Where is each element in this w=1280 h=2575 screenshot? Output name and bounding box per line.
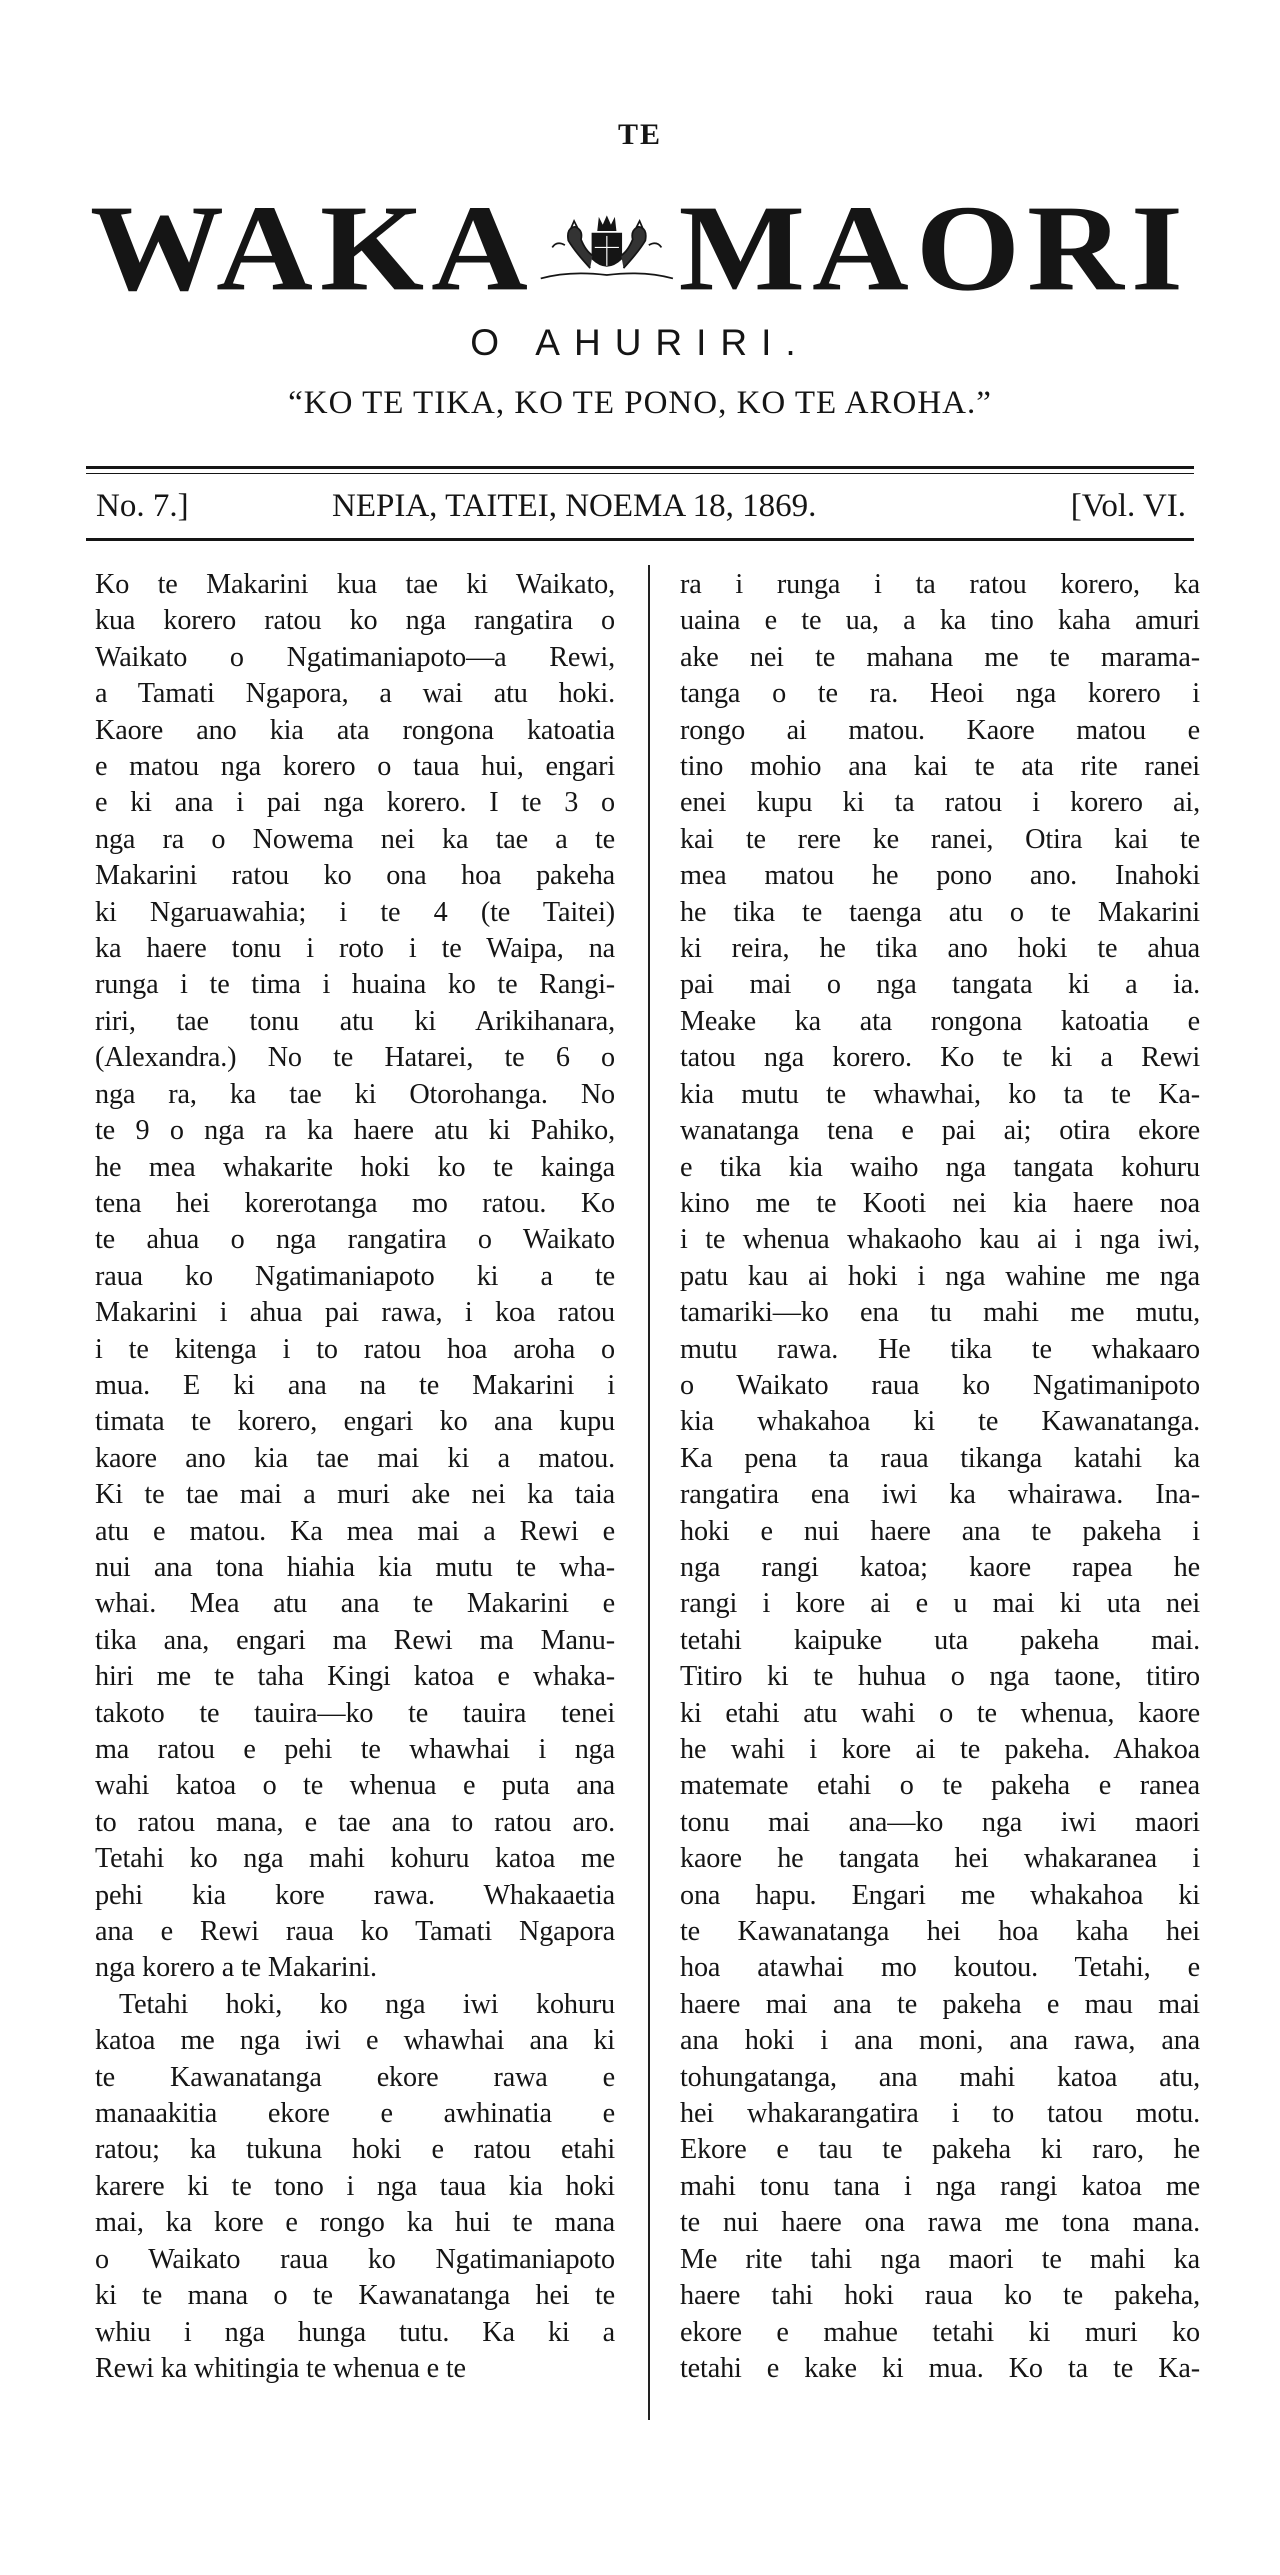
article-line: tika ana, engari ma Rewi ma Manu- xyxy=(95,1624,615,1656)
article-line: hiri me te taha Kingi katoa e whaka- xyxy=(95,1661,615,1693)
article-line: Titiro ki te huhua o nga taone, titiro xyxy=(680,1661,1200,1693)
article-line: patu kau ai hoki i nga wahine me nga xyxy=(680,1260,1200,1292)
article-line: to ratou mana, e tae ana to ratou aro. xyxy=(95,1806,615,1838)
article-line: ki Ngaruawahia; i te 4 (te Taitei) xyxy=(95,896,615,928)
article-line: Makarini ratou ko ona hoa pakeha xyxy=(95,860,615,892)
article-line: ona hapu. Engari me whakahoa ki xyxy=(680,1879,1200,1911)
article-line: karere ki te tono i nga taua kia hoki xyxy=(95,2170,615,2202)
article-line: enei kupu ki ta ratou i korero ai, xyxy=(680,787,1200,819)
header-rule-top-thin xyxy=(86,473,1194,474)
article-line: ekore e mahue tetahi ki muri ko xyxy=(680,2316,1200,2348)
article-line: hoki e nui haere ana te pakeha i xyxy=(680,1515,1200,1547)
article-line: rongo ai matou. Kaore matou e xyxy=(680,714,1200,746)
article-line: runga i te tima i huaina ko te Rangi- xyxy=(95,969,615,1001)
issue-info-bar xyxy=(96,488,1186,528)
article-line: tonu mai ana—ko nga iwi maori xyxy=(680,1806,1200,1838)
article-line: he wahi i kore ai te pakeha. Ahakoa xyxy=(680,1734,1200,1765)
article-line: Me rite tahi nga maori te mahi ka xyxy=(680,2243,1200,2275)
article-line: Meake ka ata rongona katoatia e xyxy=(680,1005,1200,1037)
article-line: wahi katoa o te whenua e puta ana xyxy=(95,1770,615,1802)
article-line: o Waikato raua ko Ngatimaniapoto xyxy=(95,2243,615,2275)
article-line: nui ana tona hiahia kia mutu te wha- xyxy=(95,1551,615,1583)
article-line: haere tahi hoki raua ko te pakeha, xyxy=(680,2280,1200,2312)
article-line: he tika te taenga atu o te Makarini xyxy=(680,896,1200,928)
article-line: Ekore e tau te pakeha ki raro, he xyxy=(680,2134,1200,2166)
article-line: atu e matou. Ka mea mai a Rewi e xyxy=(95,1515,615,1547)
article-line: te Kawanatanga hei hoa kaha hei xyxy=(680,1916,1200,1948)
article-line: pehi kia kore rawa. Whakaaetia xyxy=(95,1879,615,1911)
article-line: e tika kia waiho nga tangata kohuru xyxy=(680,1151,1200,1183)
article-line: ma ratou e pehi te whawhai i nga xyxy=(95,1734,615,1765)
article-line: te Kawanatanga ekore rawa e xyxy=(95,2061,615,2093)
article-line: Rewi ka whitingia te whenua e te xyxy=(95,2352,466,2384)
article-line: whiu i nga hunga tutu. Ka ki a xyxy=(95,2316,615,2348)
article-line: ana e Rewi raua ko Tamati Ngapora xyxy=(95,1916,615,1948)
article-line: tanga o te ra. Heoi nga korero i xyxy=(680,678,1200,710)
article-line: tamariki—ko ena tu mahi me mutu, xyxy=(680,1297,1200,1329)
article-line: i te kitenga i to ratou hoa aroha o xyxy=(95,1333,615,1365)
issue-volume: [Vol. VI. xyxy=(1070,488,1186,524)
article-line: mua. E ki ana na te Makarini i xyxy=(95,1369,615,1401)
article-line: haere mai ana te pakeha e mau mai xyxy=(680,1988,1200,2020)
article-line: (Alexandra.) No te Hatarei, te 6 o xyxy=(95,1042,615,1074)
article-line: ka haere tonu i roto i te Waipa, na xyxy=(95,933,615,965)
article-line: e ki ana i pai nga korero. I te 3 o xyxy=(95,787,615,819)
coat-of-arms-icon xyxy=(535,183,679,313)
article-line: he mea whakarite hoki ko te kainga xyxy=(95,1151,615,1183)
article-line: wanatanga tena e pai ai; otira ekore xyxy=(680,1115,1200,1147)
article-line: nga ra o Nowema nei ka tae a te xyxy=(95,823,615,855)
article-line: i te whenua whakaoho kau ai i nga iwi, xyxy=(680,1224,1200,1256)
article-line: hei whakarangatira i to tatou motu. xyxy=(680,2098,1200,2130)
article-line: Ko te Makarini kua tae ki Waikato, xyxy=(95,569,615,600)
article-line: rangatira ena iwi ka whairawa. Ina- xyxy=(680,1479,1200,1511)
article-line: Tetahi ko nga mahi kohuru katoa me xyxy=(95,1843,615,1875)
article-line: a Tamati Ngapora, a wai atu hoki. xyxy=(95,678,615,710)
article-line: raua ko Ngatimaniapoto ki a te xyxy=(95,1260,615,1292)
article-column-right xyxy=(680,567,1200,2387)
article-line: tetahi kaipuke uta pakeha mai. xyxy=(680,1624,1200,1656)
header-rule-top xyxy=(86,466,1194,469)
article-line: Tetahi hoki, ko nga iwi kohuru xyxy=(119,1988,615,2020)
article-line: kaore he tangata hei whakaranea i xyxy=(680,1843,1200,1875)
article-line: Waikato o Ngatimaniapoto—a Rewi, xyxy=(95,641,615,673)
article-line: tetahi e kake ki mua. Ko ta te Ka- xyxy=(680,2352,1200,2384)
article-line: katoa me nga iwi e whawhai ana ki xyxy=(95,2025,615,2057)
article-line: nga rangi katoa; kaore rapea he xyxy=(680,1551,1200,1583)
article-line: matemate etahi o te pakeha e ranea xyxy=(680,1770,1200,1802)
article-line: kia mutu te whawhai, ko ta te Ka- xyxy=(680,1078,1200,1110)
masthead-motto: “KO TE TIKA, KO TE PONO, KO TE AROHA.” xyxy=(288,385,992,421)
article-line: ana hoki i ana moni, ana rawa, ana xyxy=(680,2025,1200,2057)
masthead-title xyxy=(90,175,1190,320)
article-line: Ka pena ta raua tikanga katahi ka xyxy=(680,1442,1200,1474)
masthead-pre-title: TE xyxy=(617,118,663,151)
column-divider xyxy=(648,565,650,2420)
title-left-word: WAKA xyxy=(90,179,535,316)
masthead xyxy=(0,0,1280,470)
article-line: mutu rawa. He tika te whakaaro xyxy=(680,1333,1200,1365)
article-line: mahi tonu tana i nga rangi katoa me xyxy=(680,2170,1200,2202)
article-line: hoa atawhai mo koutou. Tetahi, e xyxy=(680,1952,1200,1984)
article-line: ake nei te mahana me te marama- xyxy=(680,641,1200,673)
article-line: tino mohio ana kai te ata rite ranei xyxy=(680,751,1200,783)
article-line: ki etahi atu wahi o te whenua, kaore xyxy=(680,1697,1200,1729)
article-line: riri, tae tonu atu ki Arikihanara, xyxy=(95,1005,615,1037)
article-line: mai, ka kore e rongo ka hui te mana xyxy=(95,2207,615,2239)
article-line: whai. Mea atu ana te Makarini e xyxy=(95,1588,615,1620)
article-line: tena hei korerotanga mo ratou. Ko xyxy=(95,1187,615,1219)
article-line: te ahua o nga rangatira o Waikato xyxy=(95,1224,615,1256)
article-line: timata te korero, engari ko ana kupu xyxy=(95,1406,615,1438)
article-line: ki te mana o te Kawanatanga hei te xyxy=(95,2280,615,2312)
article-line: tohungatanga, ana mahi katoa atu, xyxy=(680,2061,1200,2093)
article-line: kino me te Kooti nei kia haere noa xyxy=(680,1187,1200,1219)
article-line: te nui haere ona rawa me tona mana. xyxy=(680,2207,1200,2239)
issue-place-date: NEPIA, TAITEI, NOEMA 18, 1869. xyxy=(332,488,817,524)
article-line: Makarini i ahua pai rawa, i koa ratou xyxy=(95,1297,615,1329)
article-line: Kaore ano kia ata rongona katoatia xyxy=(95,714,615,746)
article-line: uaina e te ua, a ka tino kaha amuri xyxy=(680,605,1200,637)
article-line: ra i runga i ta ratou korero, ka xyxy=(680,569,1200,600)
article-line: ki reira, he tika ano hoki te ahua xyxy=(680,933,1200,965)
article-line: ratou; ka tukuna hoki e ratou etahi xyxy=(95,2134,615,2166)
article-line: pai mai o nga tangata ki a ia. xyxy=(680,969,1200,1001)
article-line: mea matou he pono ano. Inahoki xyxy=(680,860,1200,892)
article-line: Ki te tae mai a muri ake nei ka taia xyxy=(95,1479,615,1511)
article-line: e matou nga korero o taua hui, engari xyxy=(95,751,615,783)
article-line: tatou nga korero. Ko te ki a Rewi xyxy=(680,1042,1200,1074)
article-line: takoto te tauira—ko te tauira tenei xyxy=(95,1697,615,1729)
article-line: o Waikato raua ko Ngatimanipoto xyxy=(680,1369,1200,1401)
article-line: kua korero ratou ko nga rangatira o xyxy=(95,605,615,637)
issue-number: No. 7.] xyxy=(96,488,189,524)
article-line: rangi i kore ai e u mai ki uta nei xyxy=(680,1588,1200,1620)
article-line: kia whakahoa ki te Kawanatanga. xyxy=(680,1406,1200,1438)
article-line: kai te rere ke ranei, Otira kai te xyxy=(680,823,1200,855)
article-line: nga ra, ka tae ki Otorohanga. No xyxy=(95,1078,615,1110)
masthead-subtitle: O AHURIRI. xyxy=(470,322,810,363)
article-line: kaore ano kia tae mai ki a matou. xyxy=(95,1442,615,1474)
article-line: te 9 o nga ra ka haere atu ki Pahiko, xyxy=(95,1115,615,1147)
article-line: nga korero a te Makarini. xyxy=(95,1952,377,1984)
article-line: manaakitia ekore e awhinatia e xyxy=(95,2098,615,2130)
title-right-word: MAORI xyxy=(678,179,1190,316)
header-rule-bottom xyxy=(86,538,1194,541)
article-column-left xyxy=(95,567,615,2387)
